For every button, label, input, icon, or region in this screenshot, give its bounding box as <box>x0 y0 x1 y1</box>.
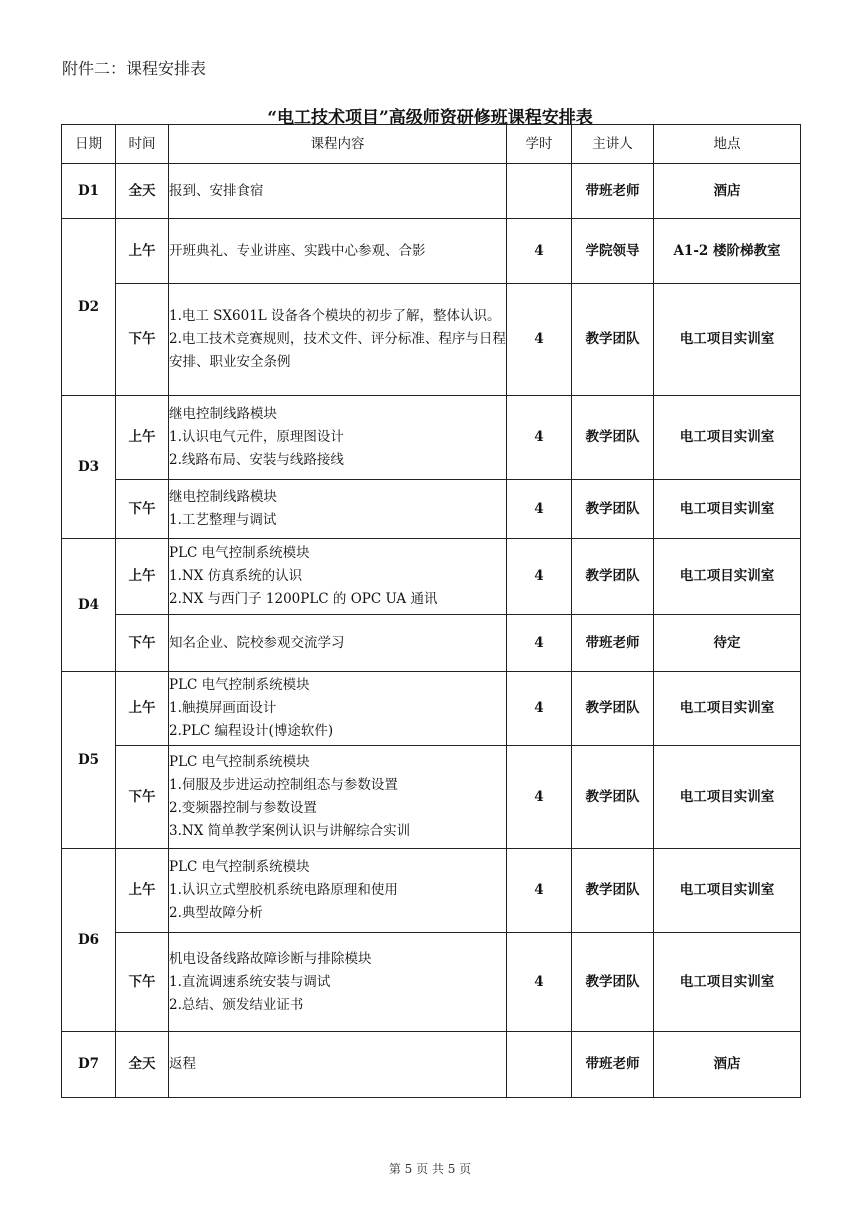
document-title: “电工技术项目”高级师资研修班课程安排表 <box>267 108 593 128</box>
hours-cell: 4 <box>507 480 572 539</box>
content-line: 知名企业、院校参观交流学习 <box>169 634 345 651</box>
content-line: 继电控制线路模块 <box>169 406 277 422</box>
content-cell <box>169 396 507 480</box>
location-cell: 电工项目实训室 <box>654 746 801 849</box>
lecturer-cell: 教学团队 <box>572 480 654 539</box>
content-line: 2.变频器控制与参数设置 <box>169 800 317 816</box>
hours-cell <box>507 1032 572 1098</box>
table-row <box>62 849 801 933</box>
content-line: 1.工艺整理与调试 <box>169 512 277 528</box>
location-cell: 待定 <box>654 615 801 672</box>
day-cell: D7 <box>62 1032 116 1098</box>
content-cell <box>169 480 507 539</box>
content-line: 1.认识电气元件，原理图设计 <box>169 429 344 445</box>
content-cell <box>169 1032 507 1098</box>
day-cell: D2 <box>62 219 116 396</box>
time-cell: 全天 <box>116 164 169 219</box>
attachment-label: 附件二：课程安排表 <box>62 59 207 78</box>
hours-cell: 4 <box>507 933 572 1032</box>
table-row <box>62 615 801 672</box>
location-cell: 电工项目实训室 <box>654 849 801 933</box>
content-line: 报到、安排食宿 <box>169 182 264 199</box>
time-cell: 下午 <box>116 284 169 396</box>
location-cell: 电工项目实训室 <box>654 539 801 615</box>
content-line: 继电控制线路模块 <box>169 489 277 505</box>
content-cell <box>169 849 507 933</box>
content-line: 2.电工技术竞赛规则，技术文件、评分标准、程序与日程安排、职业安全条例 <box>169 331 506 370</box>
location-cell: 电工项目实训室 <box>654 396 801 480</box>
table-row <box>62 480 801 539</box>
lecturer-cell: 教学团队 <box>572 849 654 933</box>
location-cell: 电工项目实训室 <box>654 672 801 746</box>
table-row <box>62 164 801 219</box>
content-line: 返程 <box>169 1056 196 1072</box>
time-cell: 下午 <box>116 933 169 1032</box>
lecturer-cell: 教学团队 <box>572 933 654 1032</box>
content-cell <box>169 746 507 849</box>
lecturer-cell: 学院领导 <box>572 219 654 284</box>
table-row <box>62 396 801 480</box>
content-cell <box>169 539 507 615</box>
content-line: PLC 电气控制系统模块 <box>169 859 310 875</box>
day-cell: D1 <box>62 164 116 219</box>
hours-cell: 4 <box>507 219 572 284</box>
table-row <box>62 539 801 615</box>
time-cell: 下午 <box>116 746 169 849</box>
hours-cell: 4 <box>507 849 572 933</box>
content-line: 1.伺服及步进运动控制组态与参数设置 <box>169 777 398 793</box>
time-cell: 上午 <box>116 219 169 284</box>
content-line: 开班典礼、专业讲座、实践中心参观、合影 <box>169 242 426 259</box>
hours-cell: 4 <box>507 746 572 849</box>
content-cell <box>169 933 507 1032</box>
content-cell <box>169 219 507 284</box>
course-schedule-table <box>61 124 801 1098</box>
day-cell: D6 <box>62 849 116 1032</box>
hours-cell: 4 <box>507 672 572 746</box>
header-lecturer: 主讲人 <box>572 125 654 164</box>
table-row <box>62 1032 801 1098</box>
hours-cell <box>507 164 572 219</box>
content-line: PLC 电气控制系统模块 <box>169 545 310 561</box>
lecturer-cell: 教学团队 <box>572 284 654 396</box>
hours-cell: 4 <box>507 539 572 615</box>
content-line: 3.NX 简单教学案例认识与讲解综合实训 <box>169 823 411 839</box>
table-row <box>62 219 801 284</box>
table-body <box>62 164 801 1098</box>
location-cell: 电工项目实训室 <box>654 933 801 1032</box>
time-cell: 下午 <box>116 480 169 539</box>
time-cell: 上午 <box>116 849 169 933</box>
day-cell: D3 <box>62 396 116 539</box>
table-row <box>62 672 801 746</box>
table-header-row <box>62 125 801 164</box>
content-line: 2.PLC 编程设计(博途软件) <box>169 723 334 739</box>
header-location: 地点 <box>654 125 801 164</box>
table-row <box>62 746 801 849</box>
table-row <box>62 284 801 396</box>
lecturer-cell: 带班老师 <box>572 615 654 672</box>
header-content: 课程内容 <box>169 125 507 164</box>
time-cell: 下午 <box>116 615 169 672</box>
lecturer-cell: 教学团队 <box>572 396 654 480</box>
content-line: 2.线路布局、安装与线路接线 <box>169 452 344 468</box>
lecturer-cell: 带班老师 <box>572 1032 654 1098</box>
location-cell: 酒店 <box>654 164 801 219</box>
content-line: PLC 电气控制系统模块 <box>169 677 310 693</box>
time-cell: 上午 <box>116 672 169 746</box>
time-cell: 上午 <box>116 539 169 615</box>
content-cell <box>169 672 507 746</box>
table-row <box>62 933 801 1032</box>
location-cell: 酒店 <box>654 1032 801 1098</box>
time-cell: 全天 <box>116 1032 169 1098</box>
location-cell: 电工项目实训室 <box>654 480 801 539</box>
hours-cell: 4 <box>507 396 572 480</box>
page-number: 第 5 页 共 5 页 <box>388 1162 472 1176</box>
day-cell: D4 <box>62 539 116 672</box>
location-cell: A1-2 楼阶梯教室 <box>654 219 801 284</box>
content-cell <box>169 284 507 396</box>
content-line: 1.触摸屏画面设计 <box>169 700 277 716</box>
lecturer-cell: 带班老师 <box>572 164 654 219</box>
day-cell: D5 <box>62 672 116 849</box>
content-line: 2.典型故障分析 <box>169 905 263 921</box>
content-line: 1.认识立式塑胶机系统电路原理和使用 <box>169 882 398 898</box>
lecturer-cell: 教学团队 <box>572 672 654 746</box>
lecturer-cell: 教学团队 <box>572 539 654 615</box>
content-line: 2.总结、颁发结业证书 <box>169 996 304 1013</box>
header-hours: 学时 <box>507 125 572 164</box>
time-cell: 上午 <box>116 396 169 480</box>
hours-cell: 4 <box>507 284 572 396</box>
lecturer-cell: 教学团队 <box>572 746 654 849</box>
content-line: 1.直流调速系统安装与调试 <box>169 973 331 990</box>
content-line: PLC 电气控制系统模块 <box>169 754 310 770</box>
content-line: 1.电工 SX601L 设备各个模块的初步了解，整体认识。 <box>169 308 501 324</box>
content-line: 机电设备线路故障诊断与排除模块 <box>169 950 372 967</box>
location-cell: 电工项目实训室 <box>654 284 801 396</box>
content-line: 2.NX 与西门子 1200PLC 的 OPC UA 通讯 <box>169 591 438 607</box>
content-cell <box>169 164 507 219</box>
hours-cell: 4 <box>507 615 572 672</box>
header-time: 时间 <box>116 125 169 164</box>
content-cell <box>169 615 507 672</box>
header-date: 日期 <box>62 125 116 164</box>
content-line: 1.NX 仿真系统的认识 <box>169 568 303 584</box>
